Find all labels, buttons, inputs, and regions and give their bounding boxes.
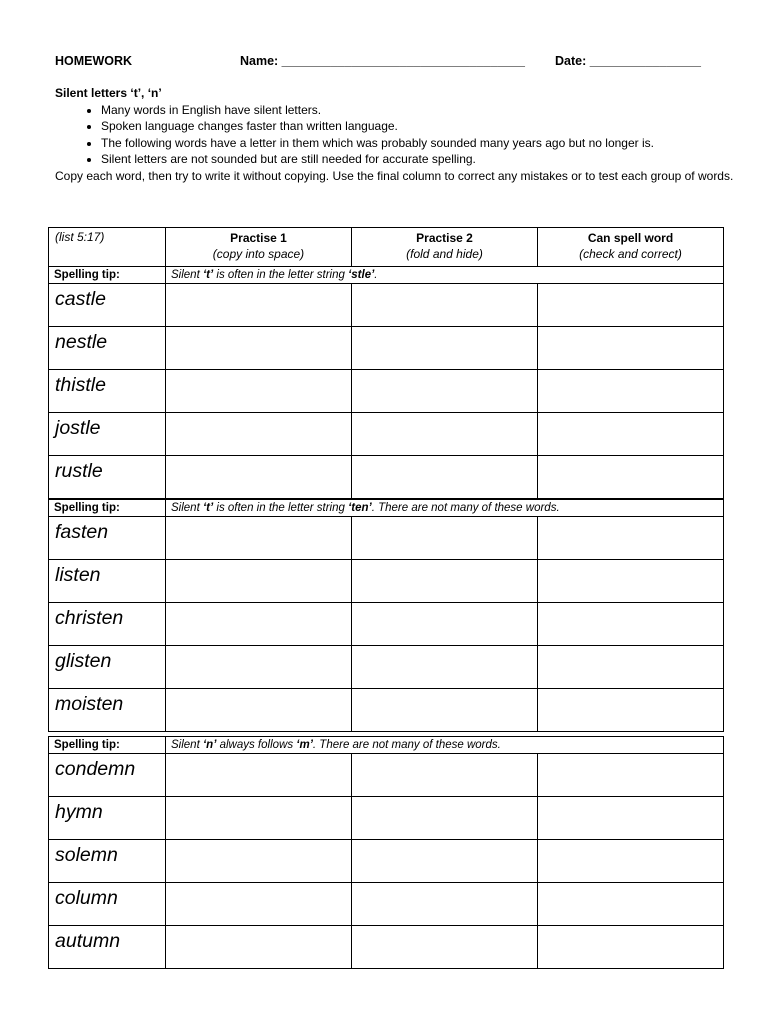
practise-1-cell[interactable] bbox=[166, 560, 352, 603]
list-reference: (list 5:17) bbox=[49, 228, 166, 267]
practise-1-cell[interactable] bbox=[166, 603, 352, 646]
intro-instructions: Copy each word, then try to write it without copying. Use the final column to correct any mistakes or to test each group of words. bbox=[55, 168, 734, 183]
column-subtitle: (check and correct) bbox=[579, 247, 682, 261]
spelling-tip-label: Spelling tip: bbox=[49, 267, 166, 284]
homework-title: HOMEWORK bbox=[55, 54, 133, 68]
practise-2-cell[interactable] bbox=[352, 797, 538, 840]
practise-1-cell[interactable] bbox=[166, 327, 352, 370]
date-field-label: Date: ________________ bbox=[555, 54, 701, 68]
practise-2-cell[interactable] bbox=[352, 517, 538, 560]
intro-bullet: • Spoken language changes faster than written language. bbox=[101, 118, 735, 135]
can-spell-cell[interactable] bbox=[538, 413, 724, 456]
can-spell-cell[interactable] bbox=[538, 284, 724, 327]
practise-2-cell[interactable] bbox=[352, 883, 538, 926]
spelling-tip-row bbox=[49, 500, 724, 517]
spelling-word: condemn bbox=[49, 754, 166, 797]
table-header-row bbox=[49, 228, 724, 267]
spelling-word: castle bbox=[49, 284, 166, 327]
column-title: Practise 2 bbox=[416, 231, 473, 245]
word-row bbox=[49, 797, 724, 840]
column-subtitle: (copy into space) bbox=[212, 247, 305, 261]
can-spell-cell[interactable] bbox=[538, 456, 724, 499]
column-subtitle: (fold and hide) bbox=[406, 247, 483, 261]
spelling-tip-text: Silent ‘t’ is often in the letter string ‘stle’. bbox=[166, 267, 724, 284]
spelling-word: moisten bbox=[49, 689, 166, 732]
column-header-practise-2 bbox=[352, 228, 538, 267]
practise-2-cell[interactable] bbox=[352, 754, 538, 797]
spelling-word: autumn bbox=[49, 926, 166, 969]
practise-1-cell[interactable] bbox=[166, 797, 352, 840]
can-spell-cell[interactable] bbox=[538, 327, 724, 370]
can-spell-cell[interactable] bbox=[538, 517, 724, 560]
intro-bullet: • Many words in English have silent letters. bbox=[101, 102, 735, 119]
practise-1-cell[interactable] bbox=[166, 370, 352, 413]
word-row bbox=[49, 754, 724, 797]
practise-2-cell[interactable] bbox=[352, 560, 538, 603]
practise-1-cell[interactable] bbox=[166, 413, 352, 456]
spelling-tip-text: Silent ‘t’ is often in the letter string ‘ten’. There are not many of these words. bbox=[166, 500, 724, 517]
spelling-tip-text: Silent ‘n’ always follows ‘m’. There are not many of these words. bbox=[166, 737, 724, 754]
spelling-tip-row bbox=[49, 267, 724, 284]
practise-2-cell[interactable] bbox=[352, 646, 538, 689]
can-spell-cell[interactable] bbox=[538, 840, 724, 883]
intro-bullet-list bbox=[55, 102, 735, 168]
intro-bullet: • Silent letters are not sounded but are still needed for accurate spelling. bbox=[101, 151, 735, 168]
can-spell-cell[interactable] bbox=[538, 370, 724, 413]
practise-2-cell[interactable] bbox=[352, 603, 538, 646]
word-row bbox=[49, 926, 724, 969]
spelling-table-1 bbox=[48, 227, 724, 499]
practise-1-cell[interactable] bbox=[166, 456, 352, 499]
spelling-word: column bbox=[49, 883, 166, 926]
spelling-tip-row bbox=[49, 737, 724, 754]
spelling-word: jostle bbox=[49, 413, 166, 456]
column-header-can-spell bbox=[538, 228, 724, 267]
can-spell-cell[interactable] bbox=[538, 603, 724, 646]
practise-2-cell[interactable] bbox=[352, 689, 538, 732]
word-row bbox=[49, 840, 724, 883]
practise-2-cell[interactable] bbox=[352, 370, 538, 413]
spelling-table-3 bbox=[48, 736, 724, 969]
spelling-word: christen bbox=[49, 603, 166, 646]
spelling-table-2 bbox=[48, 499, 724, 732]
practise-1-cell[interactable] bbox=[166, 926, 352, 969]
word-row bbox=[49, 413, 724, 456]
can-spell-cell[interactable] bbox=[538, 646, 724, 689]
can-spell-cell[interactable] bbox=[538, 560, 724, 603]
column-title: Practise 1 bbox=[230, 231, 287, 245]
word-row bbox=[49, 560, 724, 603]
intro-heading: Silent letters ‘t’, ‘n’ bbox=[55, 86, 162, 100]
spelling-word: solemn bbox=[49, 840, 166, 883]
practise-1-cell[interactable] bbox=[166, 883, 352, 926]
word-row bbox=[49, 517, 724, 560]
spelling-word: nestle bbox=[49, 327, 166, 370]
column-header-practise-1 bbox=[166, 228, 352, 267]
practise-1-cell[interactable] bbox=[166, 754, 352, 797]
can-spell-cell[interactable] bbox=[538, 926, 724, 969]
practise-1-cell[interactable] bbox=[166, 840, 352, 883]
word-row bbox=[49, 370, 724, 413]
can-spell-cell[interactable] bbox=[538, 883, 724, 926]
word-row bbox=[49, 603, 724, 646]
name-field-label: Name: ___________________________________ bbox=[240, 54, 525, 68]
spelling-word: fasten bbox=[49, 517, 166, 560]
spelling-word: glisten bbox=[49, 646, 166, 689]
spelling-word: thistle bbox=[49, 370, 166, 413]
spelling-tip-label: Spelling tip: bbox=[49, 737, 166, 754]
spelling-tip-label: Spelling tip: bbox=[49, 500, 166, 517]
practise-2-cell[interactable] bbox=[352, 413, 538, 456]
spelling-word: rustle bbox=[49, 456, 166, 499]
practise-1-cell[interactable] bbox=[166, 689, 352, 732]
word-row bbox=[49, 327, 724, 370]
can-spell-cell[interactable] bbox=[538, 689, 724, 732]
practise-2-cell[interactable] bbox=[352, 327, 538, 370]
practise-2-cell[interactable] bbox=[352, 840, 538, 883]
spelling-word: hymn bbox=[49, 797, 166, 840]
word-row bbox=[49, 456, 724, 499]
intro-bullet: • The following words have a letter in them which was probably sounded many years ago but no longer is. bbox=[101, 135, 735, 152]
spelling-word: listen bbox=[49, 560, 166, 603]
can-spell-cell[interactable] bbox=[538, 754, 724, 797]
intro-section bbox=[55, 85, 735, 185]
can-spell-cell[interactable] bbox=[538, 797, 724, 840]
practise-1-cell[interactable] bbox=[166, 646, 352, 689]
practise-1-cell[interactable] bbox=[166, 517, 352, 560]
word-row bbox=[49, 284, 724, 327]
practise-1-cell[interactable] bbox=[166, 284, 352, 327]
word-row bbox=[49, 646, 724, 689]
practise-2-cell[interactable] bbox=[352, 926, 538, 969]
practise-2-cell[interactable] bbox=[352, 284, 538, 327]
column-title: Can spell word bbox=[587, 231, 674, 245]
word-row bbox=[49, 689, 724, 732]
word-row bbox=[49, 883, 724, 926]
practise-2-cell[interactable] bbox=[352, 456, 538, 499]
header bbox=[55, 54, 728, 70]
